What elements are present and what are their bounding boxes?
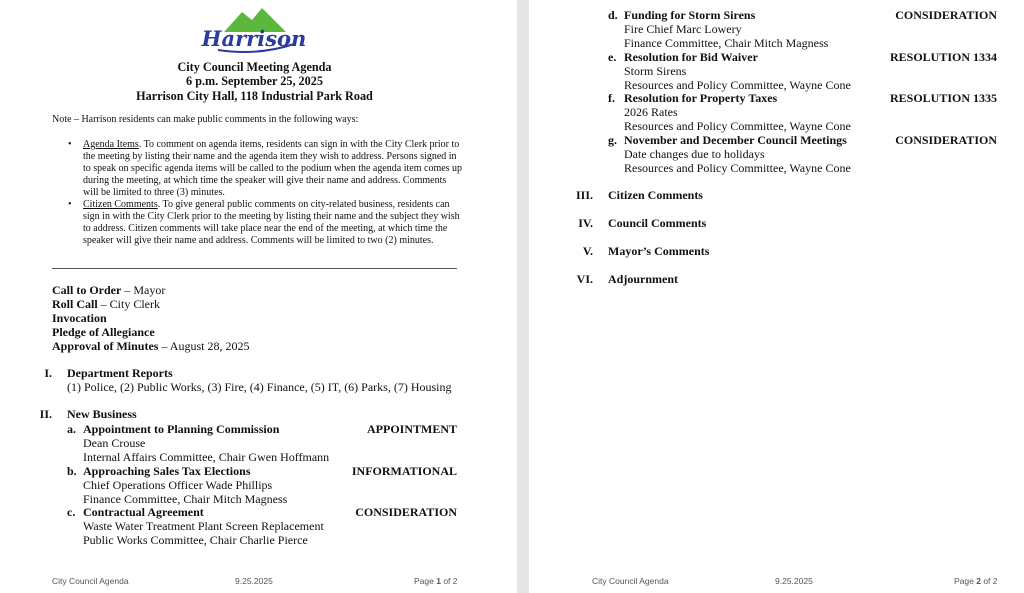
svg-text:Harrison: Harrison [201,26,307,51]
item-detail: Finance Committee, Chair Mitch Magness [83,491,288,506]
bullet-title: Agenda Items [83,139,139,150]
section-title: Adjournment [608,272,679,286]
footer-title: City Council Agenda [52,576,129,586]
section-num: V. [582,244,593,258]
item-detail: Dean Crouse [83,436,146,450]
footer-date: 9.25.2025 [235,576,273,586]
item-title: Approaching Sales Tax Elections [83,463,251,478]
item-tag: CONSIDERATION [895,8,997,22]
section-title: Department Reports [67,366,173,380]
section-title: Council Comments [608,216,707,230]
item-tag: INFORMATIONAL [351,463,457,478]
item-detail: Resources and Policy Committee, Wayne Cone [624,160,851,175]
item-title: Funding for Storm Sirens [624,8,756,22]
item-title: Resolution for Bid Waiver [624,49,758,64]
item-letter: d. [608,8,618,22]
opening-item: Roll Call – City Clerk [52,297,161,311]
item-tag: CONSIDERATION [355,505,457,519]
opening-item: Call to Order – Mayor [52,283,166,297]
bullet-icon: • [68,139,72,150]
item-title: Appointment to Planning Commission [83,422,280,436]
item-letter: f. [608,91,615,105]
section-num: III. [575,188,593,202]
item-letter: g. [608,132,617,147]
section-num: VI. [576,272,593,286]
item-title: Resolution for Property Taxes [624,91,778,105]
note: Note – Harrison residents can make public comments in the following ways: [52,114,359,125]
footer-date: 9.25.2025 [775,576,813,586]
footer-page: Page 1 of 2 [414,576,458,586]
bullet-text: . To give general public comments on city-related business, residents can sign in with the City Clerk prior to the meeting by listing their name and the subject they wish to address. Citizen comments will take place near the end of the meeting, at which time the speaker will give their name and address. Comments will be limited to two (2) minutes. [83,199,460,246]
item-letter: b. [67,463,77,478]
bullet-citizen-comments [83,199,463,247]
item-detail: Fire Chief Marc Lowery [624,22,742,36]
item-detail: Resources and Policy Committee, Wayne Cone [624,119,851,133]
item-detail: Chief Operations Officer Wade Phillips [83,477,273,492]
opening-item: Approval of Minutes – August 28, 2025 [52,339,250,353]
section-title: Mayor’s Comments [608,244,710,258]
section-num: II. [39,407,52,421]
section-num: IV. [578,216,593,230]
bullet-agenda-items [83,139,463,199]
section-title: New Business [67,407,137,421]
opening-item: Pledge of Allegiance [52,325,155,339]
section-title: Citizen Comments [608,188,703,202]
opening-item: Invocation [52,311,107,325]
item-tag: APPOINTMENT [367,422,457,436]
item-tag: CONSIDERATION [895,132,997,147]
divider [52,268,457,269]
item-title: November and December Council Meetings [624,132,847,147]
agenda-title: City Council Meeting Agenda [177,60,332,74]
item-detail: Date changes due to holidays [624,146,765,161]
item-tag: RESOLUTION 1335 [889,91,997,105]
item-detail: Storm Sirens [624,63,687,78]
item-letter: e. [608,49,617,64]
item-detail: 2026 Rates [624,105,678,119]
bullet-title: Citizen Comments [83,199,158,210]
item-detail: Public Works Committee, Chair Charlie Pierce [83,533,308,547]
item-detail: Finance Committee, Chair Mitch Magness [624,36,829,50]
meeting-time: 6 p.m. September 25, 2025 [186,74,323,88]
item-title: Contractual Agreement [83,505,204,519]
bullet-icon: • [68,199,72,210]
item-tag: RESOLUTION 1334 [889,49,997,64]
city-logo [201,6,307,54]
item-detail: Internal Affairs Committee, Chair Gwen Hoffmann [83,450,330,464]
item-letter: c. [67,505,76,519]
meeting-location: Harrison City Hall, 118 Industrial Park Road [136,89,373,103]
department-list: (1) Police, (2) Public Works, (3) Fire, (4) Finance, (5) IT, (6) Parks, (7) Housing [67,380,452,394]
page-2 [529,0,1024,593]
bullet-text: . To comment on agenda items, residents can sign in with the City Clerk prior to the meeting by listing their name and the agenda item they wish to address. Persons signed in to speak on specific agenda items will be called to the podium when the agenda item comes up during the meeting, at which time the speaker will give their name and address. Comments will be limited to three (3) minutes. [83,139,463,198]
item-detail: Waste Water Treatment Plant Screen Replacement [83,519,324,533]
item-letter: a. [67,422,76,436]
footer-page: Page 2 of 2 [954,576,998,586]
section-num: I. [44,366,52,380]
footer-title: City Council Agenda [592,576,669,586]
item-detail: Resources and Policy Committee, Wayne Cone [624,77,851,92]
